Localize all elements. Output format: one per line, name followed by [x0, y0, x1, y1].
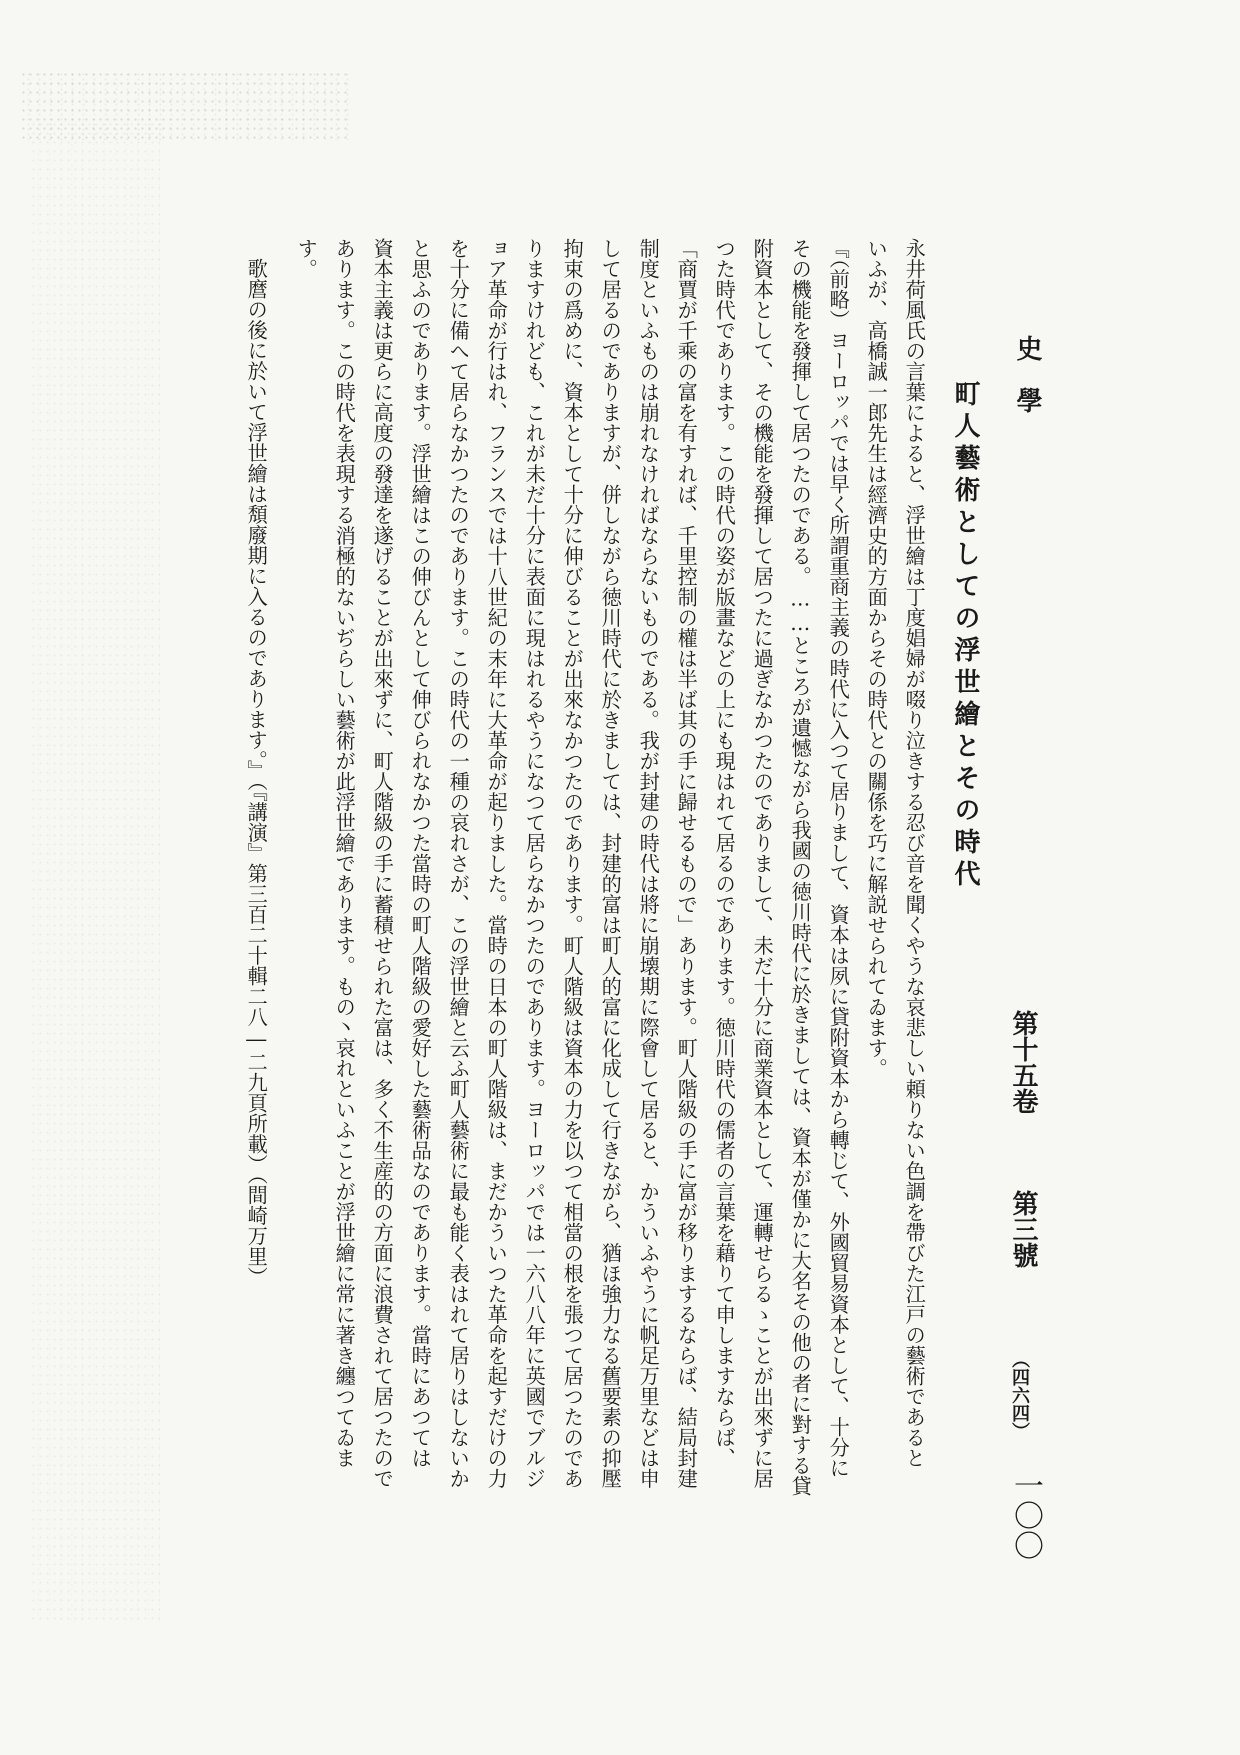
scan-noise-left	[30, 120, 160, 1620]
body-column-2: いふが、高橋誠一郎先生は經濟史的方面からその時代との關係を巧に解説せられてゐます。	[864, 238, 889, 1079]
page-number: 一〇〇	[1008, 1470, 1043, 1560]
issue-label: 第三號	[1008, 1190, 1038, 1268]
body-column-10: 拘束の爲めに、資本として十分に伸びることが出來なかつたのであります。町人階級は資本の力を以つて相當の根を張つて居つたのであ	[560, 238, 585, 1489]
article-title: 町人藝術としての浮世繪とその時代	[950, 380, 980, 892]
body-column-1: 永井荷風氏の言葉によると、浮世繪は丁度娼婦が啜り泣きする忍び音を聞くやうな哀悲しい頼りない色調を帶びた江戸の藝術であると	[902, 238, 927, 1468]
body-column-11: りますけれども、これが未だ十分に表面に現はれるやうになつて居らなかつたのであります。ヨーロッパでは一六八八年に英國でブルジ	[522, 238, 547, 1489]
body-column-4: その機能を發揮して居つたのである。……ところが遺憾ながら我國の徳川時代に於きましては、資本が僅かに大名その他の者に對する貸	[788, 238, 813, 1497]
body-column-8: 制度といふものは崩れなければならないものである。我が封建の時代は將に崩壊期に際會して居ると、かういふやうに帆足万里などは申	[636, 238, 661, 1489]
body-column-18: 歌麿の後に於いて浮世繪は頽廢期に入るのであります。』（『講演』第三百二十輯二八―二九頁所載）（間崎万里）	[244, 258, 269, 1288]
body-column-5: 附資本として、その機能を發揮して居つたに過ぎなかつたのでありまして、未だ十分に商業資本として、運轉せらるゝことが出來ずに居	[750, 238, 775, 1489]
body-column-15: 資本主義は更らに高度の發達を遂げることが出來ずに、町人階級の手に蓄積せられた富は、多く不生産的の方面に浪費されて居つたので	[370, 238, 395, 1489]
body-column-13: を十分に備へて居らなかつたのであります。この時代の一種の哀れさが、この浮世繪と云ふ町人藝術に最も能く表はれて居りはしないか	[446, 238, 471, 1489]
body-column-17: す。	[294, 238, 319, 279]
scan-noise-top	[20, 70, 350, 140]
page-paren-number: （四六四）	[1009, 1350, 1030, 1440]
body-column-12: ョア革命が行はれ、フランスでは十八世紀の末年に大革命が起りました。當時の日本の町人階級は、まだかういつた革命を起すだけの力	[484, 238, 509, 1489]
body-column-9: して居るのでありますが、併しながら徳川時代に於きましては、封建的富は町人的富に化成して行きながら、猶ほ強力なる舊要素の抑壓	[598, 238, 623, 1489]
body-column-14: と思ふのであります。浮世繪はこの伸びんとして伸びられなかつた當時の町人階級の愛好した藝術品なのであります。當時にあつては	[408, 238, 433, 1468]
body-column-3: 『（前略）ヨーロッパでは早く所謂重商主義の時代に入つて居りまして、資本は夙に貸附資本から轉じて、外國貿易資本として、十分に	[826, 238, 851, 1479]
body-column-7: 「商賈が千乘の富を有すれば、千里控制の權は半ば其の手に歸せるもので」あります。町人階級の手に富が移りまするならば、結局封建	[674, 238, 699, 1489]
body-column-6: つた時代であります。この時代の姿が版畫などの上にも現はれて居るのであります。徳川時代の儒者の言葉を藉りて申しますならば、	[712, 238, 737, 1468]
volume-label: 第十五卷	[1008, 1010, 1038, 1114]
journal-name: 史 學	[1012, 335, 1042, 413]
body-column-16: あります。この時代を表現する消極的ないぢらしい藝術が此浮世繪であります。もの丶哀れといふことが浮世繪に常に著き纏つてゐま	[332, 238, 357, 1468]
